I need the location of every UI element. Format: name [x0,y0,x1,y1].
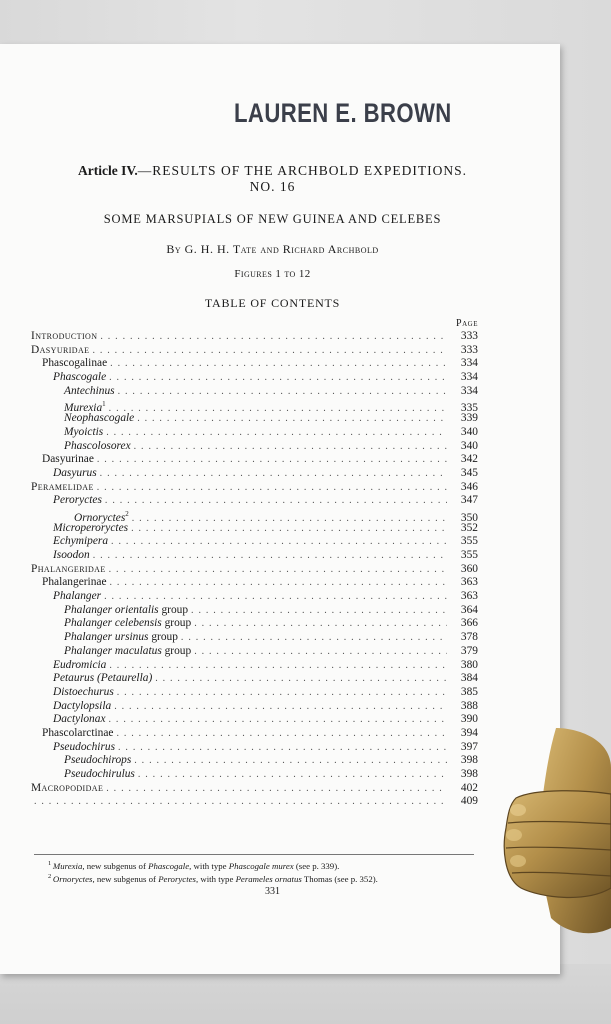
toc-entry-label: Dasyurinae [42,453,94,466]
toc-entry-label: Phalangerinae [42,576,107,589]
toc-entry-page: 390 [460,713,478,726]
toc-entry-page: 340 [460,439,478,452]
toc-entry-label: Peramelidae [31,480,94,493]
toc-leader-dots [109,659,447,673]
toc-entry-label: Ornoryctes$^2$ [74,509,129,524]
toc-entry [31,782,478,796]
toc-entry [31,398,478,415]
toc-leader-dots [137,412,447,426]
article-title-line1: —RESULTS OF THE ARCHBOLD EXPEDITIONS. [137,163,467,178]
toc-leader-dots [106,426,447,440]
toc-leader-dots [97,481,447,495]
toc-leader-dots [155,672,447,686]
toc-entry-page: 355 [460,549,478,561]
toc-entry-page: 350 [460,511,478,524]
toc-entry-label: Introduction [31,330,98,342]
toc-leader-dots [34,795,447,809]
toc-entry-label: Microperoryctes [53,521,129,534]
toc-entry-page: 339 [460,412,478,425]
toc-entry-page: 366 [460,617,478,630]
book-page [0,44,560,974]
toc-entry [31,700,478,714]
toc-entry-page: 342 [460,453,478,466]
toc-leader-dots [134,754,447,768]
toc-entry-page: 346 [460,480,478,493]
toc-entry-label: Phalanger orientalis group [64,603,189,616]
article-number: Article IV. [78,163,138,178]
toc-entry-page: 397 [460,740,478,753]
toc-leader-dots [106,782,447,796]
toc-entry-label: Phalanger celebensis group [64,617,192,630]
toc-entry-page: 333 [460,330,478,342]
toc-entry-page: 384 [460,672,478,685]
toc-leader-dots [109,371,447,385]
toc-entry-page: 345 [460,466,478,479]
toc-leader-dots [118,385,447,399]
toc-leader-dots [134,440,447,454]
toc-entry-page: 398 [460,768,478,780]
article-subtitle: SOME MARSUPIALS OF NEW GUINEA AND CELEBES [103,212,442,226]
toc-title: TABLE OF CONTENTS [204,296,341,310]
toc-entry-label: Eudromicia [53,658,107,671]
footnote: $^1$ Murexia, new subgenus of Phascogale, with type Phascogale murex (see p. 339). [48,860,340,871]
toc-entry [31,371,478,385]
toc-entry [31,440,478,454]
toc-entry [31,481,478,495]
footnote-rule [34,854,474,855]
toc-entry-label: Antechinus [64,384,115,397]
toc-entry-page: 378 [460,631,478,644]
toc-leader-dots [93,549,447,563]
toc-leader-dots [100,467,447,481]
toc-entry-page: 340 [460,425,478,438]
toc-entry-page: 409 [460,795,478,808]
toc-entry [31,604,478,618]
toc-entry [31,467,478,481]
toc-entry [31,549,478,563]
toc-leader-dots [100,330,447,344]
toc-entry-label: Phalanger ursinus group [64,631,178,644]
toc-entry-label: Myoictis [64,425,104,438]
brass-hand-bookend-icon [496,728,611,943]
footnotes [48,859,488,884]
toc-entry [31,590,478,604]
toc-entry-label: Echymipera [53,535,109,548]
toc-entry [31,426,478,440]
page-number: 331 [265,886,280,897]
toc-entry-label: Pseudochirops [64,754,132,767]
toc-entry [31,631,478,645]
toc-entry-label: Phalangeridae [31,562,106,575]
toc-leader-dots [110,576,447,590]
toc-entry [31,385,478,399]
toc-entry-page: 364 [460,603,478,616]
toc-entry-page: 360 [460,562,478,575]
toc-entry-label: Pseudochirus [53,740,116,753]
toc-entry-page: 334 [460,371,478,384]
toc-entry [31,344,478,358]
toc-leader-dots [138,768,447,782]
toc-entry [31,357,478,371]
toc-entry-label: Dasyurus [53,466,97,479]
footnote: $^2$ Ornoryctes, new subgenus of Peroryctes, with type Perameles ornatus Thomas (see p. 352). [48,872,378,884]
toc-entry-page: 334 [460,384,478,397]
toc-entry [31,535,478,549]
toc-entry-page: 398 [460,754,478,767]
toc-leader-dots [181,631,447,645]
toc-leader-dots [104,590,447,604]
toc-entry-page: 352 [460,521,478,534]
toc-entry [31,754,478,768]
toc-leader-dots [194,645,447,659]
toc-entry-label: Neophascogale [64,412,135,425]
toc-entry [31,576,478,590]
toc-entry-label: Dactylonax [53,713,106,726]
toc-entry-page: 380 [460,658,478,671]
toc-entry-label: Phalanger [53,590,102,603]
toc-entry [31,659,478,673]
toc-entry [31,453,478,467]
toc-entry-page: 388 [460,699,478,712]
article-heading [60,163,485,195]
toc-entry-label: Macropodidae [31,781,104,794]
toc-entry [31,563,478,577]
toc-entry [31,741,478,755]
toc-entry-label: Distoechurus [53,685,114,698]
toc-leader-dots [109,563,447,577]
toc-entry-label: Phascolosorex [64,439,131,452]
toc-entry [31,508,478,522]
toc-leader-dots [92,344,447,358]
toc-entry [31,672,478,686]
toc-leader-dots [114,700,447,714]
toc-entry-label: Phalanger maculatus group [64,644,192,657]
toc-leader-dots [111,535,447,549]
toc-leader-dots [116,727,447,741]
toc-entry [31,617,478,631]
article-title-line2: NO. 16 [249,179,296,194]
toc-entry-page: 363 [460,576,478,589]
toc-leader-dots [105,494,447,508]
toc-entry-label: Pseudochirulus [64,768,135,780]
toc-entry-page: 355 [460,535,478,548]
toc-entry [31,727,478,741]
toc-leader-dots [110,357,447,371]
toc-entry-label: Isoodon [53,549,90,561]
toc-entry [31,412,478,426]
toc-entry-label: Phascolarctinae [42,726,114,739]
toc-entry [31,713,478,727]
toc-entry [31,645,478,659]
toc-entry-page: 334 [460,357,478,370]
owner-stamp: LAUREN E. BROWN [234,98,452,128]
toc-entry [31,795,478,809]
toc-entry [31,686,478,700]
toc-entry-page: 363 [460,590,478,603]
figures-note: Figures 1 to 12 [234,268,311,280]
toc-leader-dots [117,686,447,700]
toc-page-column-header: Page [456,318,478,329]
toc-entry-page: 335 [460,402,478,415]
article-authors: By G. H. H. Tate and Richard Archbold [166,242,379,256]
toc-entry-label: Dactylopsila [53,699,112,712]
toc-leader-dots [109,713,447,727]
toc-entry [31,522,478,536]
toc-entry-label: Petaurus (Petaurella) [53,672,153,685]
toc-entry [31,330,478,344]
toc-leader-dots [191,604,447,618]
toc-entry-label: Dasyuridae [31,343,90,356]
toc-leader-dots [194,617,447,631]
toc-entry-label: Phascogalinae [42,357,108,370]
toc-entry [31,494,478,508]
toc-entry-label: Peroryctes [53,494,102,507]
toc-leader-dots [118,741,447,755]
toc-leader-dots [97,453,447,467]
toc-entry-page: 385 [460,685,478,698]
toc-entry [31,768,478,782]
table-of-contents [31,330,478,809]
toc-entry-label: Murexia$^1$ [64,400,106,415]
toc-entry-label: Phascogale [53,371,107,384]
toc-entry-page: 333 [460,343,478,356]
toc-entry-page: 347 [460,494,478,507]
toc-entry-page: 394 [460,726,478,739]
toc-entry-page: 379 [460,644,478,657]
toc-entry-page: 402 [460,781,478,794]
toc-leader-dots [131,522,447,536]
